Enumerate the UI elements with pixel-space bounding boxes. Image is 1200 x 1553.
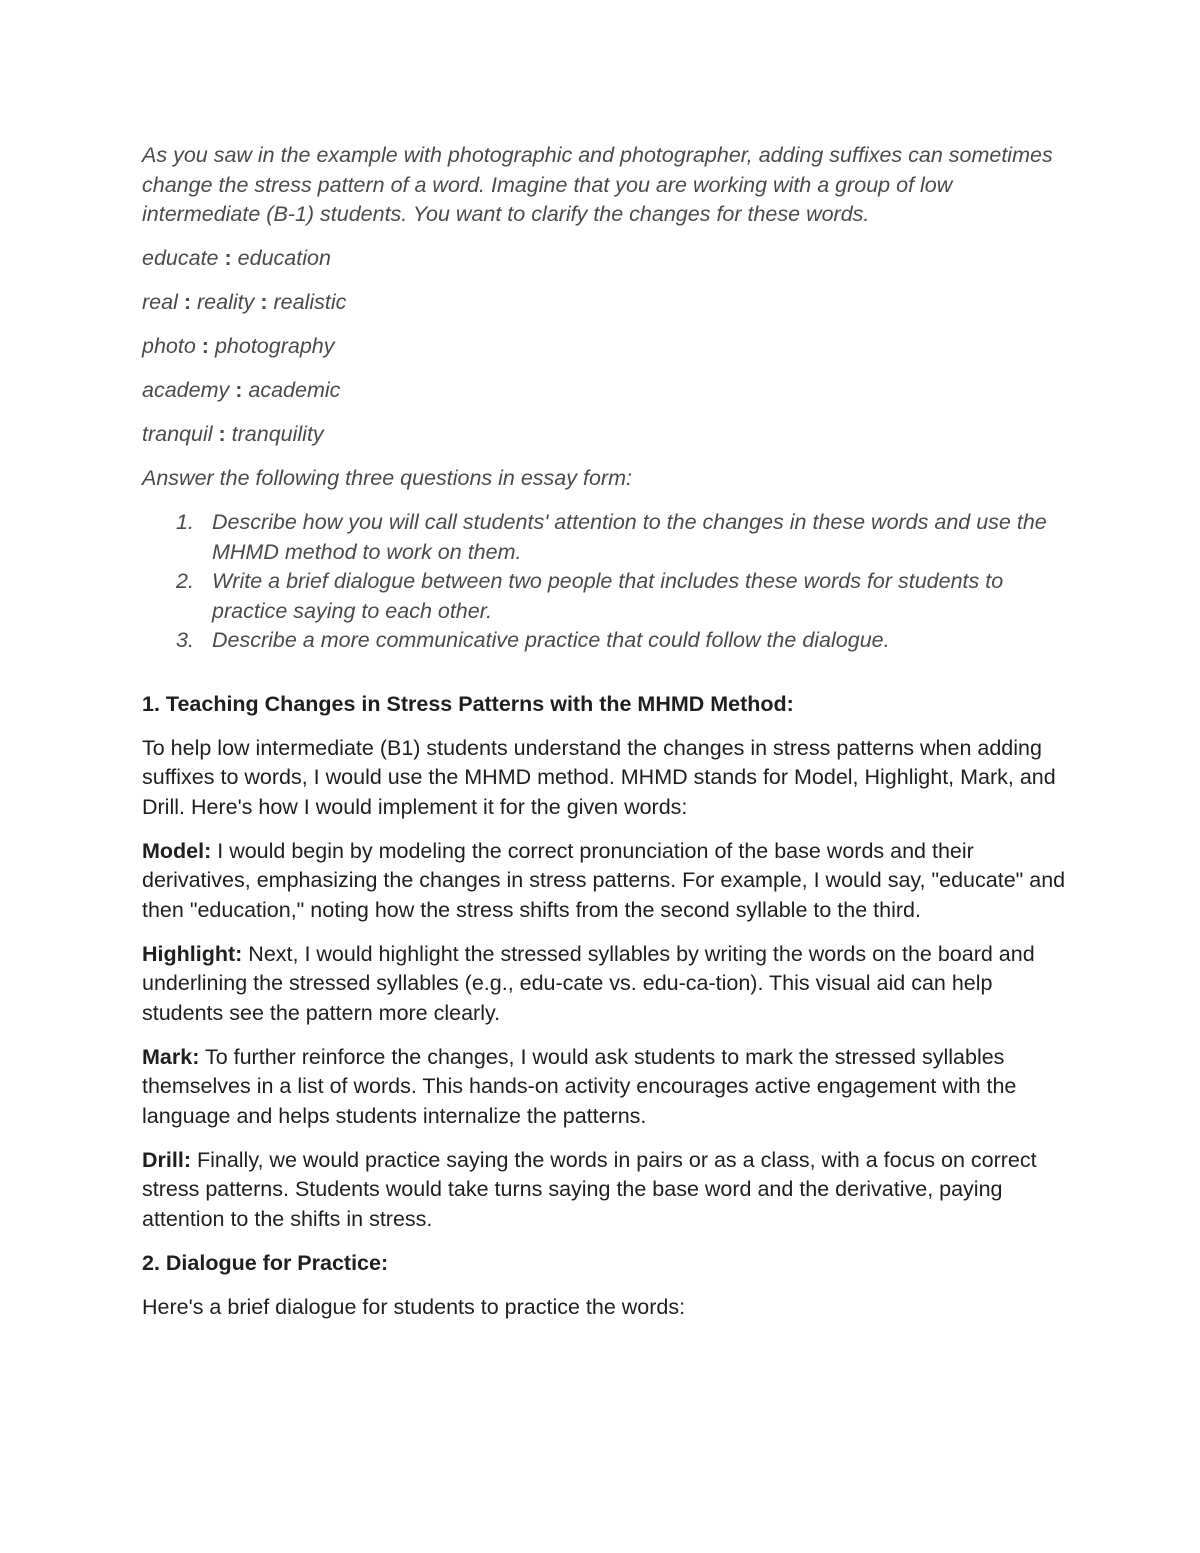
question-text: Describe a more communicative practice that could follow the dialogue. [212, 628, 890, 652]
step-text: To further reinforce the changes, I would ask students to mark the stressed syllables themselves in a list of words. This hands-on activity encourages active engagement with the language and helps students internalize the patterns. [142, 1044, 1017, 1128]
word-pair [142, 376, 1067, 406]
section-2-heading: 2. Dialogue for Practice: [142, 1250, 389, 1275]
pair-word: academy [142, 378, 230, 402]
mhmd-step [142, 837, 1067, 926]
mhmd-steps [142, 837, 1067, 1235]
pair-word: photography [214, 334, 335, 358]
questions-list [142, 508, 1067, 656]
pair-word: tranquil [142, 422, 213, 446]
question-text: Write a brief dialogue between two people that includes these words for students to practice saying to each other. [212, 569, 1004, 623]
assignment-prompt [142, 141, 1067, 656]
word-pair [142, 244, 1067, 274]
word-pair [142, 332, 1067, 362]
document-content [142, 141, 1067, 1337]
question-number: 2. [176, 569, 194, 593]
word-pair [142, 288, 1067, 318]
step-label: Mark: [142, 1044, 200, 1069]
pair-word: academic [248, 378, 341, 402]
section-1-intro: To help low intermediate (B1) students understand the changes in stress patterns when adding suffixes to words, I would use the MHMD method. MHMD stands for Model, Highlight, Mark, and Drill. Here's how I would implement it for the given words: [142, 735, 1056, 819]
pair-separator: : [224, 246, 232, 270]
pair-separator: : [235, 378, 243, 402]
pair-separator: : [218, 422, 226, 446]
prompt-intro: As you saw in the example with photographic and photographer, adding suffixes can sometimes change the stress pattern of a word. Imagine that you are working with a group of low intermediate (B-1) students. You want to clarify the changes for these words. [142, 143, 1053, 226]
prompt-instruction: Answer the following three questions in essay form: [142, 466, 632, 490]
pair-separator: : [183, 290, 192, 314]
mhmd-step [142, 1043, 1067, 1132]
question-item [142, 567, 1067, 626]
question-number: 3. [176, 628, 194, 652]
question-item [142, 626, 1067, 656]
question-item [142, 508, 1067, 567]
question-number: 1. [176, 510, 194, 534]
pair-word: realistic [273, 290, 347, 314]
step-label: Highlight: [142, 941, 243, 966]
question-text: Describe how you will call students' attention to the changes in these words and use the MHMD method to work on them. [212, 510, 1047, 564]
word-pair [142, 420, 1067, 450]
step-text: Finally, we would practice saying the words in pairs or as a class, with a focus on correct stress patterns. Students would take turns saying the base word and the derivative, paying attention to the shifts in stress. [142, 1147, 1037, 1231]
mhmd-step [142, 940, 1067, 1029]
step-text: Next, I would highlight the stressed syllables by writing the words on the board and underlining the stressed syllables (e.g., edu-cate vs. edu-ca-tion). This visual aid can help students see the pattern more clearly. [142, 941, 1035, 1025]
pair-word: real [142, 290, 178, 314]
pair-word: reality [197, 290, 255, 314]
essay-answer [142, 690, 1067, 1323]
pair-word: tranquility [231, 422, 324, 446]
pair-separator: : [201, 334, 209, 358]
step-label: Drill: [142, 1147, 191, 1172]
pair-separator: : [260, 290, 268, 314]
mhmd-step [142, 1146, 1067, 1235]
pair-word: photo [142, 334, 196, 358]
pair-word: education [237, 246, 331, 270]
section-1-heading: 1. Teaching Changes in Stress Patterns with the MHMD Method: [142, 691, 794, 716]
pair-word: educate [142, 246, 219, 270]
section-2-intro: Here's a brief dialogue for students to practice the words: [142, 1294, 686, 1319]
word-pairs-list [142, 244, 1067, 450]
step-text: I would begin by modeling the correct pronunciation of the base words and their derivatives, emphasizing the changes in stress patterns. For example, I would say, "educate" and then "education," noting how the stress shifts from the second syllable to the third. [142, 838, 1066, 922]
step-label: Model: [142, 838, 212, 863]
